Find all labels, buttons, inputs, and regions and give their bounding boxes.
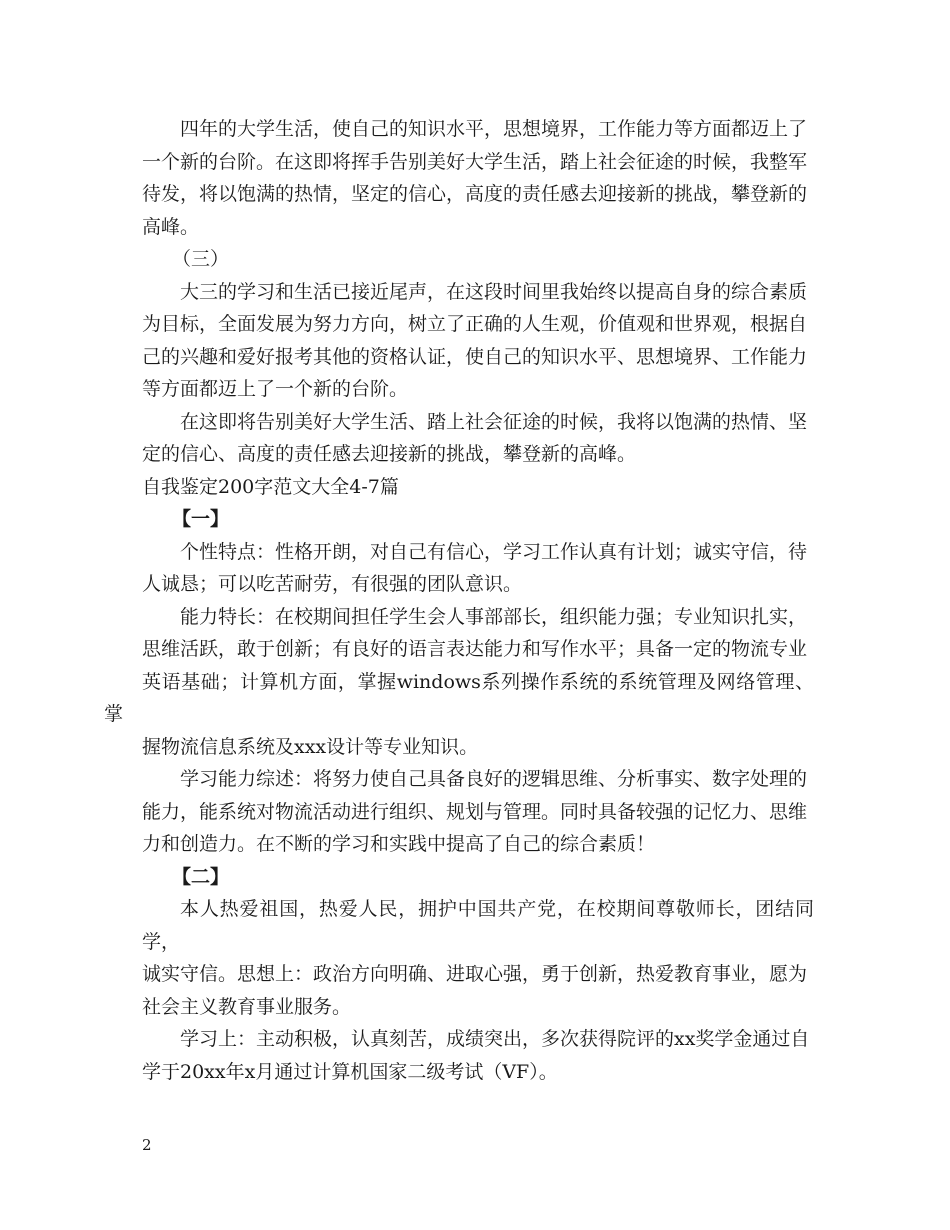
page-number: 2 — [142, 1136, 152, 1154]
text-line: 学习上：主动积极，认真刻苦，成绩突出，多次获得院评的xx奖学金通过自 — [180, 1028, 810, 1050]
text-line: 高峰。 — [142, 215, 200, 238]
paragraph-4 — [142, 536, 814, 601]
text-line: 诚实守信。思想上：政治方向明确、进取心强，勇于创新，热爱教育事业，愿为 — [142, 963, 808, 985]
text-line: 等方面都迈上了一个新的台阶。 — [142, 378, 409, 400]
text-line: 个性特点：性格开朗，对自己有信心，学习工作认真有计划；诚实守信，待 — [180, 540, 808, 563]
text-line: 力和创造力。在不断的学习和实践中提高了自己的综合素质！ — [142, 833, 656, 855]
paragraph-7 — [142, 893, 814, 1023]
paragraph-8 — [142, 1023, 814, 1088]
text-line: 本人热爱祖国，热爱人民，拥护中国共产党，在校期间尊敬师长，团结同学， — [142, 898, 814, 953]
text-line: 在这即将告别美好大学生活、踏上社会征途的时候，我将以饱满的热情、坚 — [180, 410, 808, 433]
text-line: 人诚恳；可以吃苦耐劳，有很强的团队意识。 — [142, 573, 523, 595]
text-line: 握物流信息系统及xxx设计等专业知识。 — [142, 735, 479, 758]
text-line: 思维活跃，敢于创新；有良好的语言表达能力和写作水平；具备一定的物流专业 — [142, 638, 808, 660]
article-title: 自我鉴定200字范文大全4-7篇 — [142, 475, 399, 498]
text-line: 一个新的台阶。在这即将挥手告别美好大学生活，踏上社会征途的时候，我整军 — [142, 150, 808, 173]
paragraph-3 — [142, 406, 814, 471]
text-line: 学习能力综述：将努力使自己具备良好的逻辑思维、分析事实、数字处理的 — [180, 768, 808, 790]
paragraph-6 — [142, 763, 814, 861]
text-line: 学于20xx年x月通过计算机国家二级考试（VF）。 — [142, 1060, 558, 1083]
text-line: 英语基础；计算机方面，掌握windows系列操作系统的系统管理及网络管理、掌 — [104, 670, 814, 725]
section-label-2: 【二】 — [172, 865, 230, 888]
text-line: 待发，将以饱满的热情，坚定的信心，高度的责任感去迎接新的挑战，攀登新的 — [142, 183, 808, 205]
section-heading-3: （三） — [172, 248, 230, 270]
text-line: 定的信心、高度的责任感去迎接新的挑战，攀登新的高峰。 — [142, 443, 637, 465]
text-line: 能力特长：在校期间担任学生会人事部部长，组织能力强；专业知识扎实， — [180, 605, 808, 628]
text-line: 四年的大学生活，使自己的知识水平，思想境界，工作能力等方面都迈上了 — [180, 118, 808, 140]
text-line: 社会主义教育事业服务。 — [142, 995, 352, 1018]
text-line: 为目标，全面发展为努力方向，树立了正确的人生观，价值观和世界观，根据自 — [142, 313, 808, 335]
paragraph-1 — [142, 113, 814, 243]
paragraph-2 — [142, 276, 814, 406]
text-line: 能力，能系统对物流活动进行组织、规划与管理。同时具备较强的记忆力、思维 — [142, 800, 808, 823]
document-body — [104, 113, 814, 1088]
text-line: 己的兴趣和爱好报考其他的资格认证，使自己的知识水平、思想境界、工作能力 — [142, 345, 808, 368]
text-line: 大三的学习和生活已接近尾声，在这段时间里我始终以提高自身的综合素质 — [180, 280, 808, 303]
section-label-1: 【一】 — [172, 508, 230, 530]
paragraph-5 — [104, 601, 814, 764]
